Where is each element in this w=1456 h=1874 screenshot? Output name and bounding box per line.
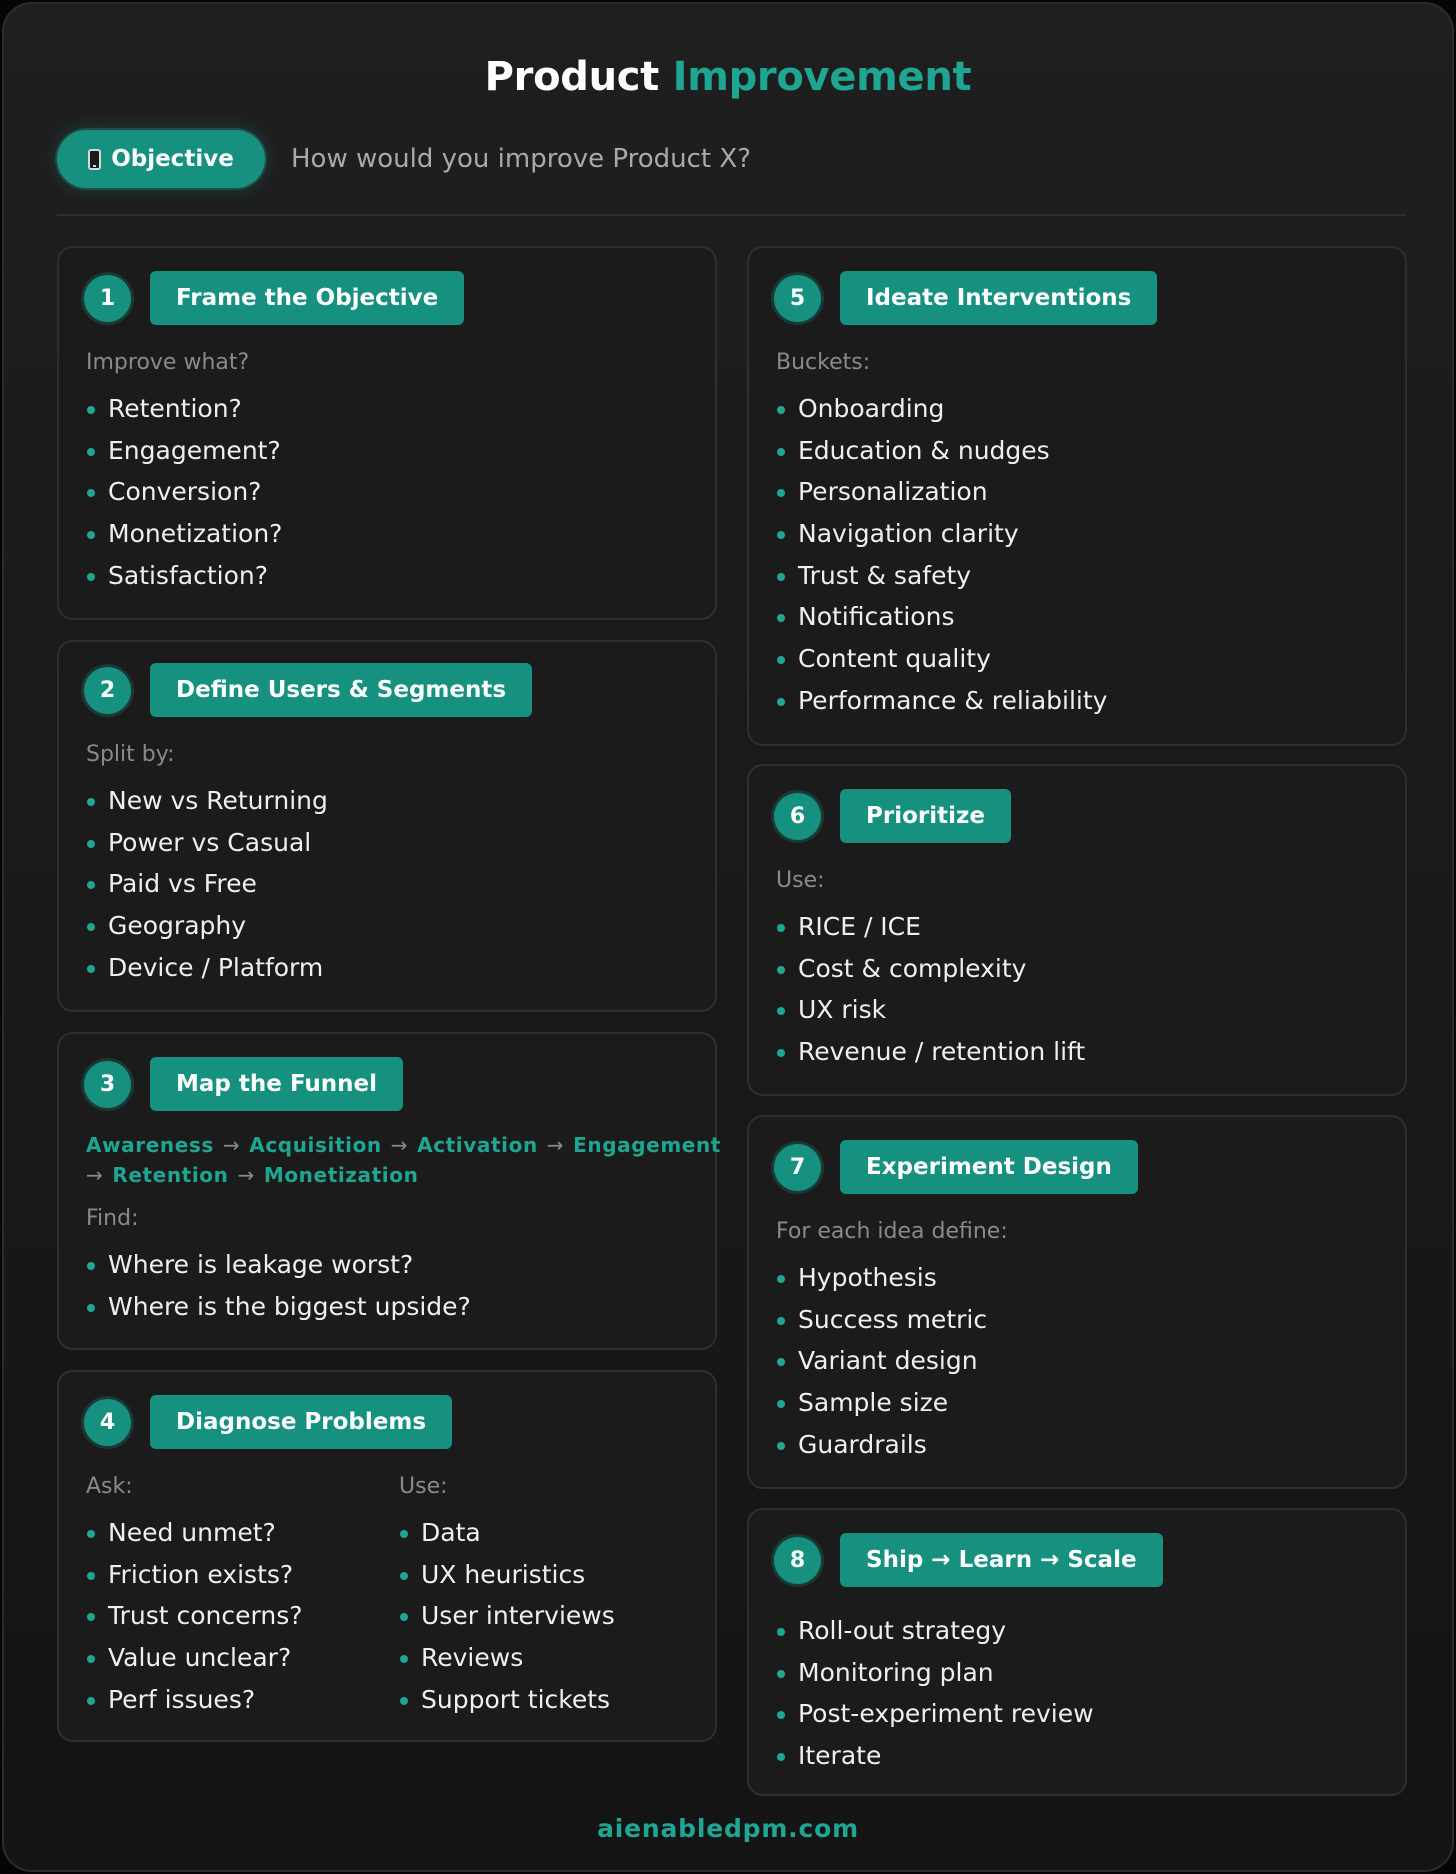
- list-item: Revenue / retention lift: [776, 1031, 1085, 1073]
- objective-pill-label: Objective: [111, 146, 234, 172]
- step-title: Diagnose Problems: [150, 1395, 452, 1449]
- step-title: Frame the Objective: [150, 271, 464, 325]
- list-item: Trust concerns?: [86, 1595, 302, 1637]
- list-item: Need unmet?: [86, 1512, 302, 1554]
- step-card-8: [747, 1508, 1407, 1796]
- list-item: Content quality: [776, 638, 1107, 680]
- step-subtitle: Use:: [776, 868, 825, 893]
- step-number: 2: [84, 667, 131, 714]
- list-item: Data: [399, 1512, 615, 1554]
- list-item: Support tickets: [399, 1679, 615, 1721]
- mobile-phone-icon: [88, 149, 101, 170]
- list-item: Hypothesis: [776, 1257, 987, 1299]
- funnel-stage: Engagement: [573, 1133, 721, 1157]
- step-subtitle: Buckets:: [776, 350, 871, 375]
- objective-pill: [57, 130, 265, 188]
- title-lead: Product: [484, 54, 659, 100]
- step-number: 6: [774, 793, 821, 840]
- list-item: Paid vs Free: [86, 863, 328, 905]
- ask-items: [86, 1512, 302, 1720]
- step-title: Define Users & Segments: [150, 663, 532, 717]
- list-item: UX risk: [776, 989, 1085, 1031]
- list-item: Cost & complexity: [776, 948, 1085, 990]
- list-item: Navigation clarity: [776, 513, 1107, 555]
- step-items: [86, 388, 282, 596]
- list-item: Success metric: [776, 1299, 987, 1341]
- step-subtitle: Improve what?: [86, 350, 250, 375]
- step-items: [776, 388, 1107, 722]
- step-subtitle: Split by:: [86, 742, 175, 767]
- funnel-stage: Monetization: [263, 1163, 419, 1187]
- list-item: User interviews: [399, 1595, 615, 1637]
- list-item: Where is the biggest upside?: [86, 1286, 471, 1328]
- list-item: Conversion?: [86, 471, 282, 513]
- funnel-stage: Awareness: [86, 1133, 214, 1157]
- list-item: Performance & reliability: [776, 680, 1107, 722]
- step-title: Prioritize: [840, 789, 1011, 843]
- use-label: Use:: [399, 1474, 448, 1499]
- title-accent: Improvement: [672, 54, 972, 100]
- step-title: Ship → Learn → Scale: [840, 1533, 1163, 1587]
- step-card-4: [57, 1370, 717, 1742]
- step-number: 5: [774, 275, 821, 322]
- use-items: [399, 1512, 615, 1720]
- arrow-right-icon: →: [237, 1163, 255, 1187]
- list-item: Satisfaction?: [86, 555, 282, 597]
- list-item: Iterate: [776, 1735, 1094, 1777]
- step-subtitle: For each idea define:: [776, 1219, 1008, 1244]
- list-item: Variant design: [776, 1340, 987, 1382]
- list-item: Retention?: [86, 388, 282, 430]
- page-title: [4, 54, 1452, 100]
- footer-link[interactable]: aienabledpm.com: [597, 1814, 859, 1843]
- step-card-5: [747, 246, 1407, 746]
- funnel-flow: [86, 1130, 721, 1190]
- step-number: 3: [84, 1061, 131, 1108]
- list-item: Sample size: [776, 1382, 987, 1424]
- list-item: Roll-out strategy: [776, 1610, 1094, 1652]
- step-title: Map the Funnel: [150, 1057, 403, 1111]
- objective-question: How would you improve Product X?: [291, 144, 751, 174]
- step-card-2: [57, 640, 717, 1012]
- step-items: [776, 906, 1085, 1073]
- list-item: Reviews: [399, 1637, 615, 1679]
- step-items: [776, 1257, 987, 1465]
- funnel-stage: Retention: [112, 1163, 229, 1187]
- funnel-stage: Acquisition: [249, 1133, 382, 1157]
- step-subtitle: Find:: [86, 1206, 139, 1231]
- divider: [57, 214, 1406, 216]
- step-title: Experiment Design: [840, 1140, 1138, 1194]
- list-item: Power vs Casual: [86, 822, 328, 864]
- step-number: 4: [84, 1399, 131, 1446]
- step-items: [86, 1244, 471, 1327]
- list-item: New vs Returning: [86, 780, 328, 822]
- step-number: 7: [774, 1144, 821, 1191]
- list-item: UX heuristics: [399, 1554, 615, 1596]
- step-items: [86, 780, 328, 988]
- list-item: Value unclear?: [86, 1637, 302, 1679]
- step-card-7: [747, 1115, 1407, 1489]
- step-card-1: [57, 246, 717, 620]
- arrow-right-icon: →: [86, 1163, 104, 1187]
- list-item: Trust & safety: [776, 555, 1107, 597]
- list-item: Notifications: [776, 596, 1107, 638]
- list-item: Onboarding: [776, 388, 1107, 430]
- funnel-stage: Activation: [417, 1133, 538, 1157]
- ask-label: Ask:: [86, 1474, 133, 1499]
- list-item: Where is leakage worst?: [86, 1244, 471, 1286]
- step-number: 1: [84, 275, 131, 322]
- list-item: Device / Platform: [86, 947, 328, 989]
- step-card-3: [57, 1032, 721, 1350]
- infographic-frame: [2, 2, 1454, 1872]
- step-card-6: [747, 764, 1407, 1096]
- arrow-right-icon: →: [390, 1133, 409, 1157]
- list-item: Engagement?: [86, 430, 282, 472]
- list-item: Perf issues?: [86, 1679, 302, 1721]
- list-item: Geography: [86, 905, 328, 947]
- list-item: Monetization?: [86, 513, 282, 555]
- list-item: Education & nudges: [776, 430, 1107, 472]
- list-item: Post-experiment review: [776, 1693, 1094, 1735]
- list-item: Guardrails: [776, 1424, 987, 1466]
- list-item: Personalization: [776, 471, 1107, 513]
- list-item: Monitoring plan: [776, 1652, 1094, 1694]
- step-number: 8: [774, 1537, 821, 1584]
- arrow-right-icon: →: [546, 1133, 565, 1157]
- step-items: [776, 1610, 1094, 1777]
- list-item: Friction exists?: [86, 1554, 302, 1596]
- list-item: RICE / ICE: [776, 906, 1085, 948]
- step-title: Ideate Interventions: [840, 271, 1157, 325]
- arrow-right-icon: →: [222, 1133, 241, 1157]
